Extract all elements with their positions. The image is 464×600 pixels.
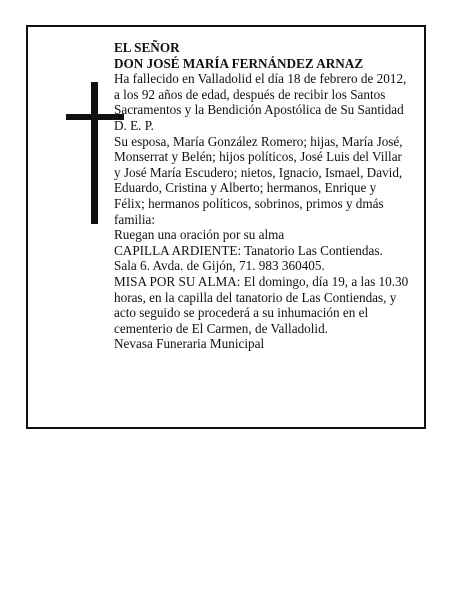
- notice-body-line: Ha fallecido en Valladolid el día 18 de febrero de 2012,: [114, 71, 407, 87]
- notice-body-line: Félix; hermanos políticos, sobrinos, primos y dmás: [114, 195, 384, 211]
- funeral-home-name: Nevasa Funeraria Municipal: [114, 336, 265, 352]
- notice-body-line: CAPILLA ARDIENTE: Tanatorio Las Contiendas.: [114, 242, 383, 258]
- notice-body-line: a los 92 años de edad, después de recibir los Santos: [114, 86, 386, 102]
- deceased-name: DON JOSÉ MARÍA FERNÁNDEZ ARNAZ: [114, 55, 364, 71]
- cross-vertical-bar: [91, 82, 98, 224]
- notice-body-line: Su esposa, María González Romero; hijas, María José,: [114, 133, 403, 149]
- notice-body-line: acto seguido se procederá a su inhumación en el: [114, 305, 369, 321]
- notice-body-line: D. E. P.: [114, 117, 154, 133]
- obituary-text: [114, 40, 424, 352]
- notice-body-line: Ruegan una oración por su alma: [114, 227, 285, 243]
- notice-body-line: MISA POR SU ALMA: El domingo, día 19, a las 10.30: [114, 273, 409, 289]
- notice-body-line: Monserrat y Belén; hijos políticos, José Luis del Villar: [114, 149, 402, 165]
- notice-body-line: Sala 6. Avda. de Gijón, 71. 983 360405.: [114, 258, 325, 274]
- notice-body-line: familia:: [114, 211, 156, 227]
- notice-title-line: EL SEÑOR: [114, 40, 180, 55]
- notice-body-line: Sacramentos y la Bendición Apostólica de Su Santidad: [114, 102, 404, 118]
- notice-body-line: y José María Escudero; nietos, Ignacio, Ismael, David,: [114, 164, 403, 180]
- notice-body-line: horas, en la capilla del tanatorio de Las Contiendas, y: [114, 289, 397, 305]
- notice-body-line: Eduardo, Cristina y Alberto; hermanos, Enrique y: [114, 180, 377, 196]
- notice-body-line: cementerio de El Carmen, de Valladolid.: [114, 320, 328, 336]
